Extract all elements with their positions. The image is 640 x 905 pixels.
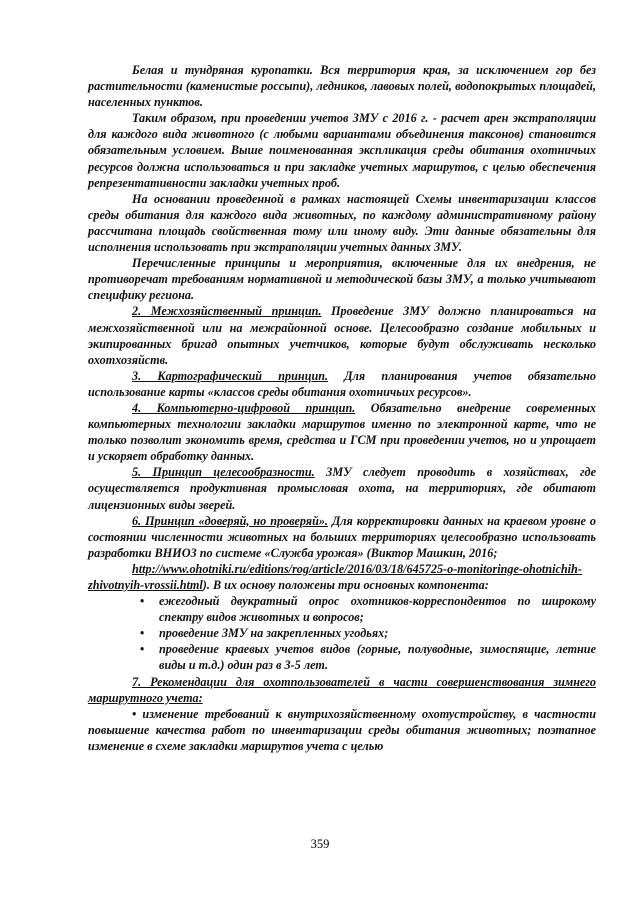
bullet-icon: • [140,626,145,641]
principle-4-title: 4. Компьютерно-цифровой принцип. [132,400,356,415]
principle-5-title: 5. Принцип целесообразности. [132,465,315,480]
principle-2-title: 2. Межхозяйственный принцип. [132,304,322,319]
principle-3-title: 3. Картографический принцип. [132,368,329,383]
principle-6 [88,513,596,561]
paragraph-extrapolation: Таким образом, при проведении учетов ЗМУ с 2016 г. - расчет арен экстраполяции для каждого вида животного (с любыми вариантами объединения таксонов) становится обязательным условием. Выше поименованная экспликация среды обитания охотничьих ресурсов должна использоваться и при закладке учетных маршрутов, с целью обеспечения репрезентативности закладки учетных проб. [88,111,596,190]
reference-link-tail: ). В их основу положены три основных компонента: [202,578,489,592]
principle-5 [88,464,596,512]
paragraph-inventory: На основании проведенной в рамках настоящей Схемы инвентаризации классов среды обитания для каждого вида животных, по каждому административному району рассчитана площадь свойственная тому или иному виду. Эти данные обязательны для исполнения использовать при экстраполяции учетных данных ЗМУ. [88,191,596,255]
bullet-icon: • [140,594,145,609]
reference-link[interactable]: http://www.ohotniki.ru/editions/rog/article/2016/03/18/645725-o-monitoringe-ohotnichih-zhivotnyih-vrossii.html [88,561,582,592]
principle-2 [88,303,596,367]
list-item: • проведение краевых учетов видов (горные, полуводные, зимоспящие, летние виды и т.д.) один раз в 3-5 лет. [140,642,596,673]
principle-2-text: Проведение ЗМУ должно планироваться на межхозяйственной или на межрайонной основе. Целесообразно создание мобильных и экипированных бригад опытных учетчиков, которые будут обслуживать несколько охотхозяйств. [88,304,596,367]
principle-3-text: Для планирования учетов обязательно использование карты «классов среды обитания охотничьих ресурсов». [88,368,596,399]
list-item: • ежегодный двукратный опрос охотников-корреспондентов по широкому спектру видов животных и вопросов; [140,594,596,625]
principle-3 [88,368,596,400]
components-list [88,593,596,673]
paragraph-ptarmigan: Белая и тундряная куропатки. Вся территория края, за исключением гор без растительности (каменистые россыпи), ледников, лавовых полей, водопокрытых площадей, населенных пунктов. [88,63,596,110]
paragraph-principles-summary: Перечисленные принципы и мероприятия, включенные для их внедрения, не противоречат требованиям нормативной и методической базы ЗМУ, а только учитывают специфику региона. [88,256,596,303]
list-item: • проведение ЗМУ на закрепленных угодьях; [140,626,389,641]
principle-6-text: Для корректировки данных на краевом уровне о состоянии численности животных на больших территориях целесообразно использовать разработки ВНИОЗ по системе «Служба урожая» (Виктор Машкин, 2016; [88,513,596,560]
principle-5-text: ЗМУ следует проводить в хозяйствах, где осуществляется продуктивная промысловая охота, на территориях, где обитают лицензионных виды зверей. [88,465,596,512]
bullet-icon: • [140,642,145,657]
principle-7-title: 7. Рекомендации для охотпользователей в части совершенствования зимнего маршрутного учета: [88,674,596,705]
principle-4-text: Обязательно внедрение современных компьютерных технологии закладки маршрутов именно по электронной карте, что не только позволит экономить время, средства и ГСМ при проведении учетов, но и упрощает и ускоряет обработку данных. [88,400,596,464]
reference-link-block [88,561,596,593]
principle-4 [88,400,596,464]
principle-6-title: 6. Принцип «доверяй, но проверяй». [132,513,328,528]
page-number: 359 [310,837,330,851]
principle-7-bullet: • изменение требований к внутрихозяйственному охотустройству, в частности повышение качества работ по инвентаризации среды обитания животных; поэтапное изменение в схеме закладки маршрутов учета с целью [88,706,596,753]
principle-7 [88,674,596,706]
